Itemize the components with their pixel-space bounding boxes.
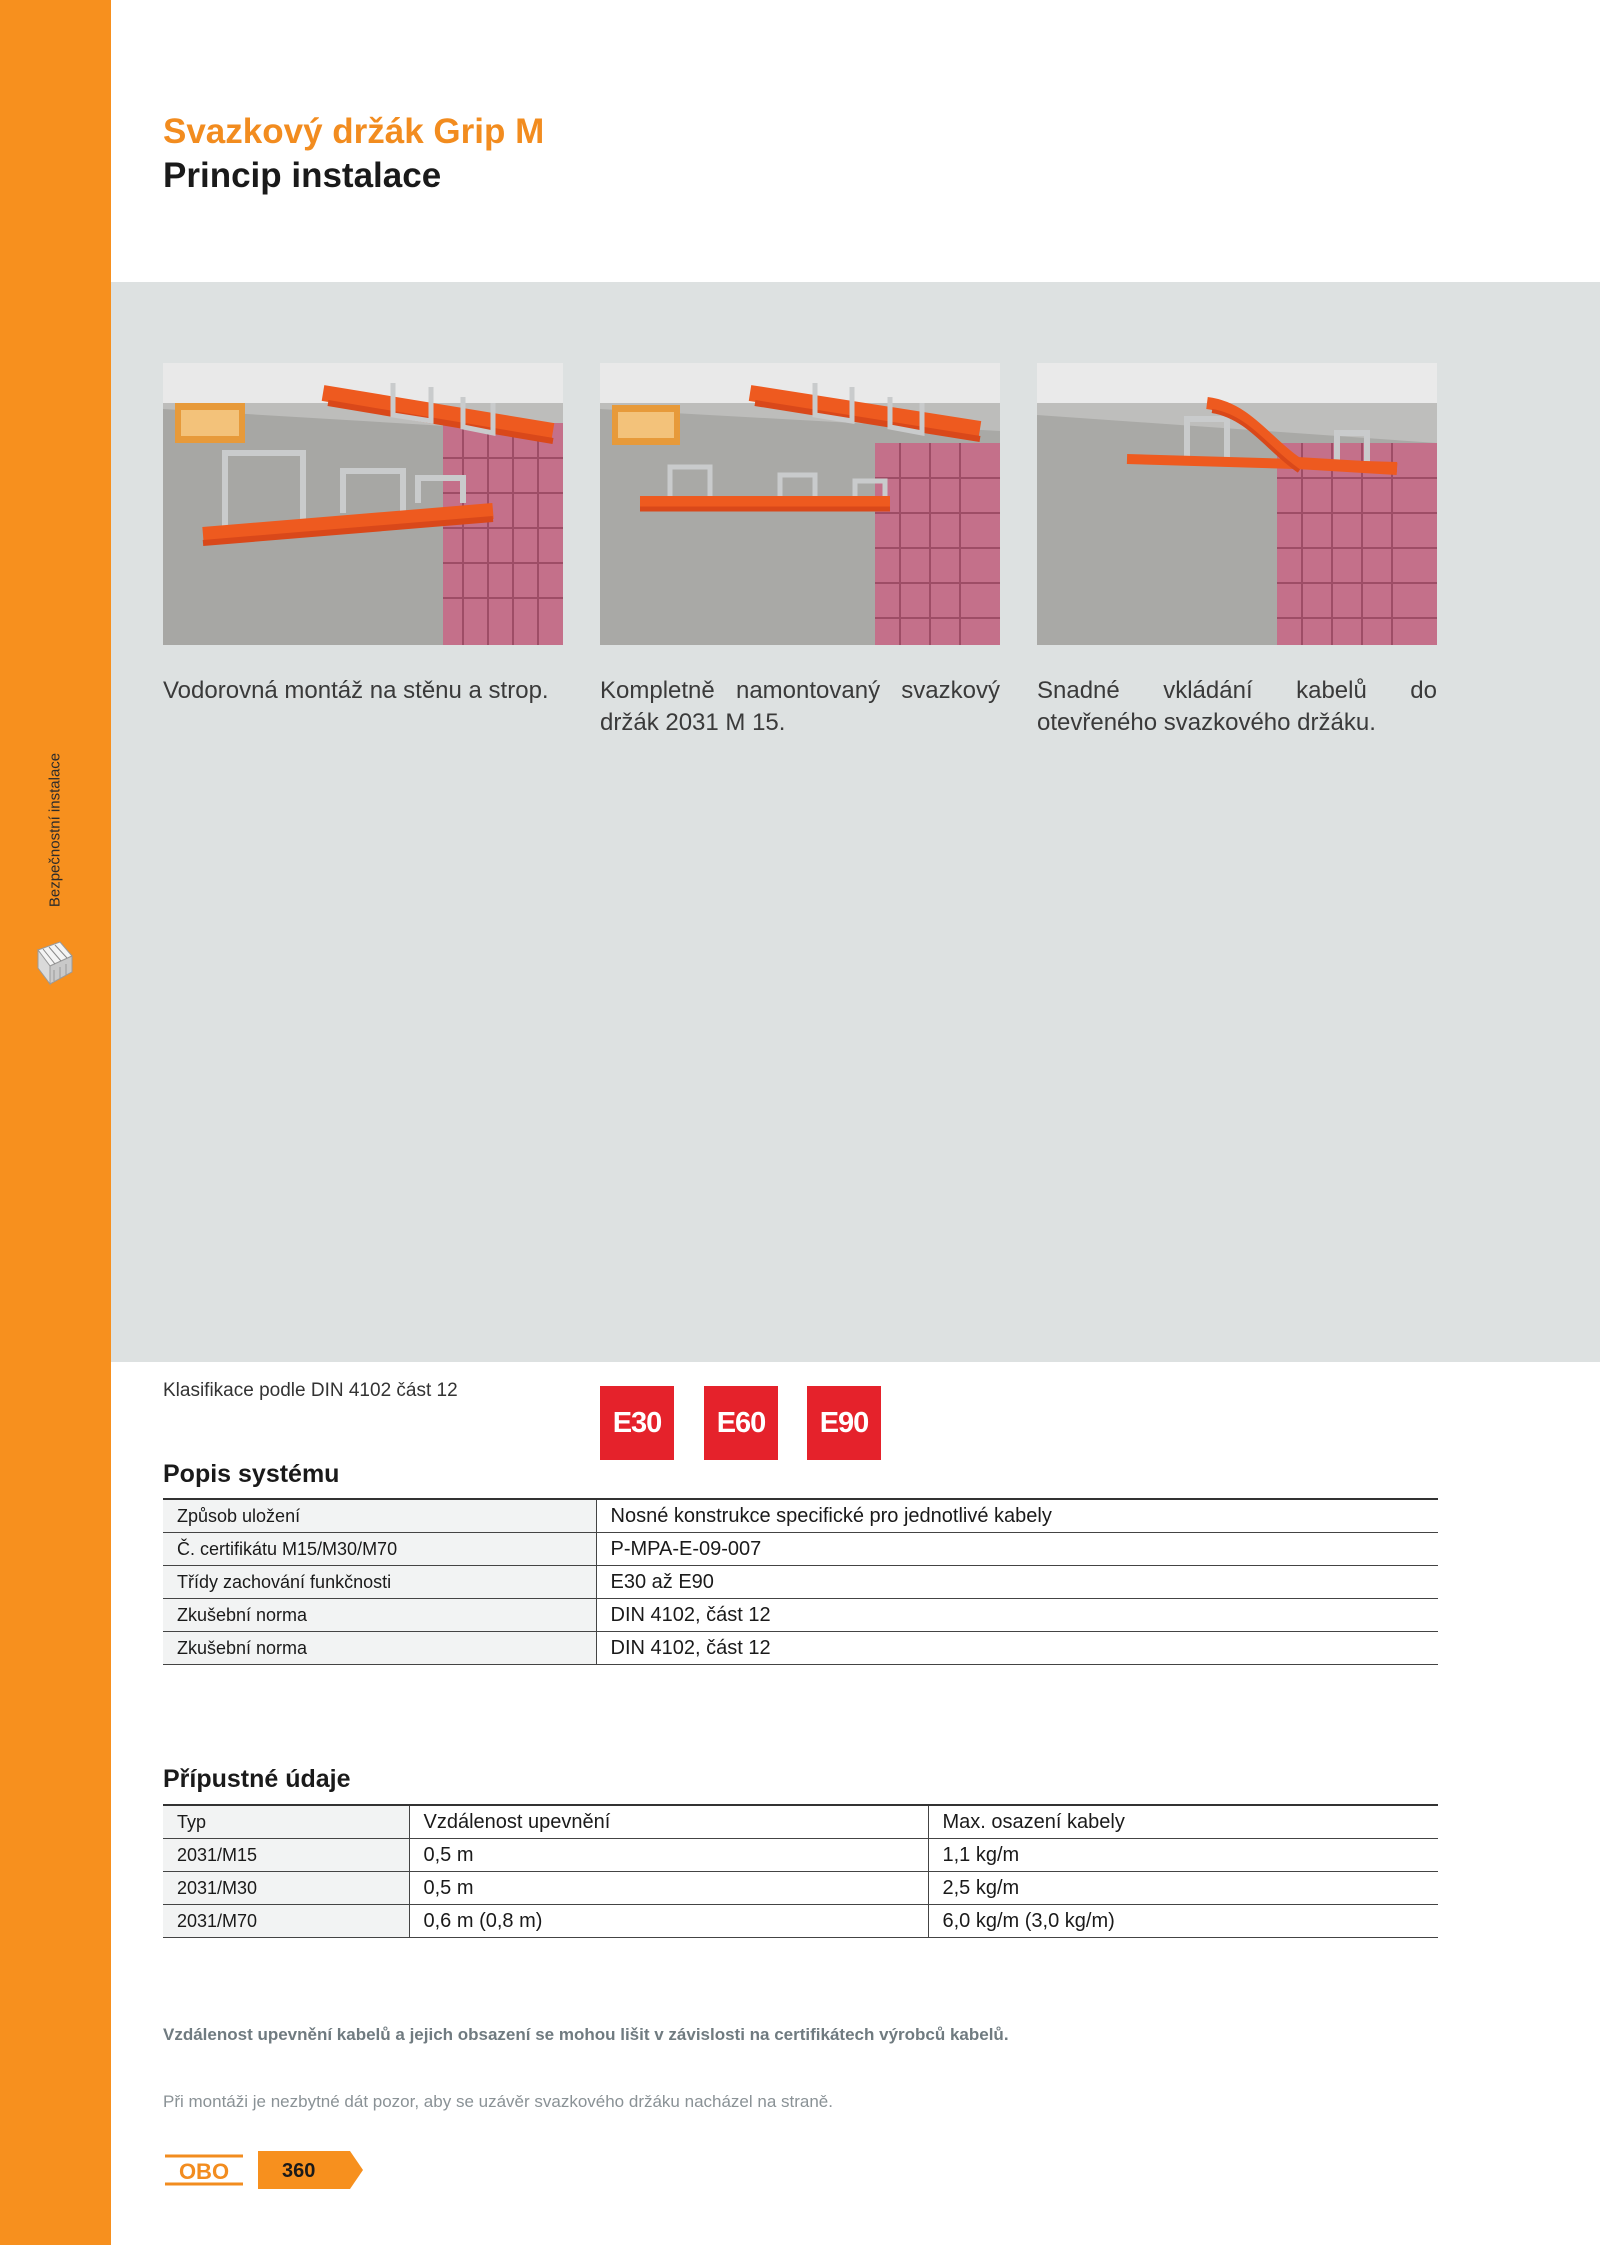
- table-row: [163, 1566, 1438, 1599]
- sidebar-bar: [0, 0, 111, 2245]
- open-bundle-holder-photo: [1037, 363, 1437, 645]
- type-cell: 2031/M70: [163, 1905, 409, 1938]
- badge-e30: E30: [600, 1386, 674, 1460]
- load-cell: 2,5 kg/m: [928, 1872, 1438, 1905]
- column-header: Vzdálenost upevnění: [409, 1805, 928, 1839]
- system-key: Zkušební norma: [163, 1599, 596, 1632]
- table-row: [163, 1839, 1438, 1872]
- load-cell: 1,1 kg/m: [928, 1839, 1438, 1872]
- system-key: Způsob uložení: [163, 1499, 596, 1533]
- system-table: [163, 1498, 1438, 1665]
- cable-tray-icon: [34, 940, 76, 990]
- table-row: [163, 1533, 1438, 1566]
- table-row: [163, 1905, 1438, 1938]
- table-header-row: [163, 1805, 1438, 1839]
- system-value: DIN 4102, část 12: [596, 1599, 1438, 1632]
- permissible-heading: Přípustné údaje: [163, 1765, 351, 1793]
- sidebar-label: Bezpečnostní instalace: [46, 752, 64, 908]
- obo-logo: [163, 2153, 245, 2187]
- photo-caption-2: Kompletně namontovaný svazkový držák 2031 M 15.: [600, 677, 1000, 736]
- photo-caption-1: Vodorovná montáž na stěnu a strop.: [163, 677, 549, 704]
- system-value: DIN 4102, část 12: [596, 1632, 1438, 1665]
- permissible-table: [163, 1804, 1438, 1938]
- note-bold: Vzdálenost upevnění kabelů a jejich obsazení se mohou lišit v závislosti na certifikátech výrobců kabelů.: [163, 2025, 1009, 2044]
- classification-label: Klasifikace podle DIN 4102 část 12: [163, 1380, 458, 1401]
- distance-cell: 0,5 m: [409, 1839, 928, 1872]
- photo-caption-3: Snadné vkládání kabelů do otevřeného svazkového držáku.: [1037, 677, 1437, 736]
- column-header: Typ: [163, 1805, 409, 1839]
- system-value: P-MPA-E-09-007: [596, 1533, 1438, 1566]
- badge-e90: E90: [807, 1386, 881, 1460]
- system-key: Třídy zachování funkčnosti: [163, 1566, 596, 1599]
- mounted-bundle-holder-photo: [600, 363, 1000, 645]
- badge-e60: E60: [704, 1386, 778, 1460]
- page-number: 360: [282, 2160, 316, 2182]
- system-heading: Popis systému: [163, 1460, 340, 1488]
- system-key: Zkušební norma: [163, 1632, 596, 1665]
- system-value: Nosné konstrukce specifické pro jednotlivé kabely: [596, 1499, 1438, 1533]
- table-row: [163, 1632, 1438, 1665]
- wall-ceiling-mount-photo: [163, 363, 563, 645]
- column-header: Max. osazení kabely: [928, 1805, 1438, 1839]
- type-cell: 2031/M30: [163, 1872, 409, 1905]
- table-row: [163, 1499, 1438, 1533]
- page-title: Svazkový držák Grip M: [163, 112, 545, 151]
- system-key: Č. certifikátu M15/M30/M70: [163, 1533, 596, 1566]
- load-cell: 6,0 kg/m (3,0 kg/m): [928, 1905, 1438, 1938]
- system-value: E30 až E90: [596, 1566, 1438, 1599]
- page-subtitle: Princip instalace: [163, 156, 442, 195]
- distance-cell: 0,6 m (0,8 m): [409, 1905, 928, 1938]
- table-row: [163, 1599, 1438, 1632]
- note-normal: Při montáži je nezbytné dát pozor, aby se uzávěr svazkového držáku nacházel na straně.: [163, 2092, 833, 2111]
- svg-text:OBO: OBO: [178, 2159, 230, 2184]
- type-cell: 2031/M15: [163, 1839, 409, 1872]
- distance-cell: 0,5 m: [409, 1872, 928, 1905]
- table-row: [163, 1872, 1438, 1905]
